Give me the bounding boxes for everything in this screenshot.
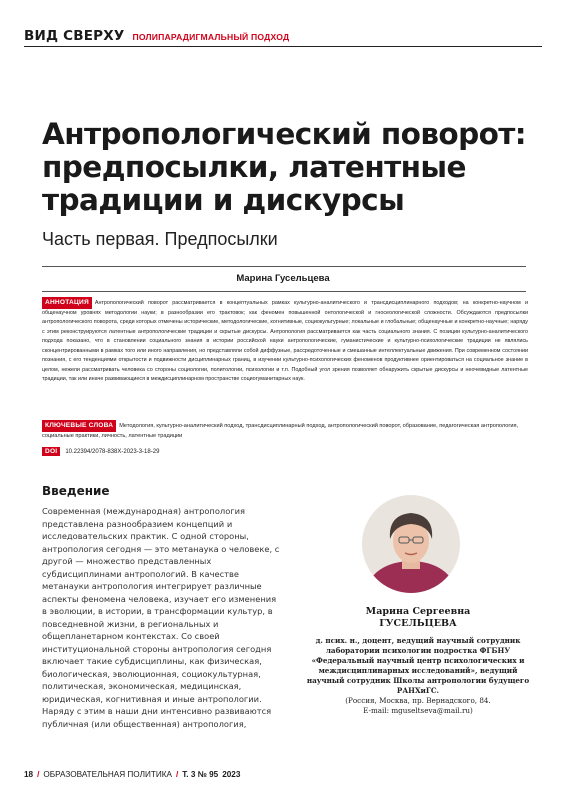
section-name: ВИД СВЕРХУ <box>24 28 125 44</box>
section-header <box>24 28 289 44</box>
author-position: д. псих. н., доцент, ведущий научный сотрудник лаборатории психологии подростка ФГБНУ «Федеральный научный центр психологических и междисциплинарных исследований», ведущий научный сотрудник Школы антропологии будущего РАНХиГС. <box>306 636 530 695</box>
page-number: 18 <box>24 770 34 779</box>
article-author: Марина Гусельцева <box>236 273 330 284</box>
author-photo <box>362 495 460 593</box>
footer-separator-2: / <box>175 770 179 779</box>
journal-name: ОБРАЗОВАТЕЛЬНАЯ ПОЛИТИКА <box>43 770 172 779</box>
section-subtitle: ПОЛИПАРАДИГМАЛЬНЫЙ ПОДХОД <box>132 32 290 42</box>
abstract-text: Антропологический поворот рассматривается в концептуальных рамках культурно-аналитического и трансдисциплинарного подходов; на конкретно-научном и общенаучном уровнях методологии науки; в разнообразии его трактовок; как феномен повышенной онтологической и гносеологической сложности. Обсуждаются предпосылки антропологического поворота, среди которых отмечены исторические, методологические, когнитивные, социокультурные; локальные и глобальные; общенаучные и конкретно-научные; наряду с этим реконструируются латентные антропологические традиции и скрытые дискурсы. Антропология рассматривается как часть социального знания. С позиции культурно-аналитического подхода показано, что в становлении социального знания в истории российской науки антропологические, гуманистические и культурно-психологические традиции не являлись сконцентрированными в рамках того или иного направления, но представляли собой диффузные, рассредоточенные и смешанные интеллектуальные движения. При современном состоянии познания, с его тенденциями открытости и подвижности дисциплинарных границ, в изучении культурно-психологических феноменов продуктивнее ориентироваться на социальное знание в целом, нежели рассматривать человека со стороны социологии, политологии, психологии и т.п. Подобный угол зрения позволяет обнаружить скрытые дискурсы и неочевидные латентные традиции, так или иначе развивающиеся в междисциплинарном пространстве социогуманитарных наук. <box>42 300 528 382</box>
doi <box>42 447 159 456</box>
abstract-label: АННОТАЦИЯ <box>42 297 92 309</box>
doi-label: DOI <box>42 447 60 456</box>
keywords <box>42 420 528 441</box>
author-divider-bottom <box>42 291 526 292</box>
doi-value: 10.22394/2078-838X-2023-3-18-29 <box>65 449 160 455</box>
footer-separator-1: / <box>37 770 40 779</box>
article-title <box>42 118 542 217</box>
title-line-3: традиции и дискурсы <box>42 183 405 217</box>
abstract <box>42 297 528 385</box>
author-card-info <box>300 636 536 716</box>
author-surname: ГУСЕЛЬЦЕВА <box>379 618 457 629</box>
title-line-2: предпосылки, латентные <box>42 150 466 184</box>
author-email: E-mail: mguseltseva@mail.ru) <box>363 706 473 715</box>
author-portrait-icon <box>362 495 460 593</box>
keywords-label: КЛЮЧЕВЫЕ СЛОВА <box>42 420 116 432</box>
author-card-name <box>300 606 536 630</box>
introduction-text: Современная (международная) антропология представлена разнообразием концепций и исследовательских практик. С одной стороны, антропология сегодня — это метанаука о человеке, с другой — множество представленных субдисциплинами антропологий. В качестве метанауки антропология интегрирует различные аспекты феномена человека, изучает его изменения в эволюции, в истории, в трансформации культур, в повседневной жизни, в региональных и общепланетарном контекстах. Со своей институциональной стороны антропология сегодня включает такие субдисциплины, как физическая, биологическая, эволюционная, социокультурная, политическая, экономическая, медицинская, юридическая, когнитивная и иные антропологии. Наряду с этим в наши дни интенсивно развиваются публичная (или общественная) антропология, <box>42 506 280 729</box>
journal-year: 2023 <box>222 770 241 779</box>
author-location: (Россия, Москва, пр. Вернадского, 84. <box>345 696 491 705</box>
introduction-title: Введение <box>42 484 110 498</box>
header-divider <box>24 46 542 47</box>
title-line-1: Антропологический поворот: <box>42 117 526 151</box>
keywords-text: Методология, культурно-аналитический подход, трансдисциплинарный подход, антропологический поворот, образование, педагогическая антропология, социальные практики, личность, латентные традиции <box>42 423 519 439</box>
author-divider-top <box>42 266 526 267</box>
author-first-names: Марина Сергеевна <box>365 606 471 617</box>
journal-issue: Т. 3 № 95 <box>182 770 219 779</box>
article-subtitle: Часть первая. Предпосылки <box>42 229 278 249</box>
page-footer <box>24 770 240 779</box>
